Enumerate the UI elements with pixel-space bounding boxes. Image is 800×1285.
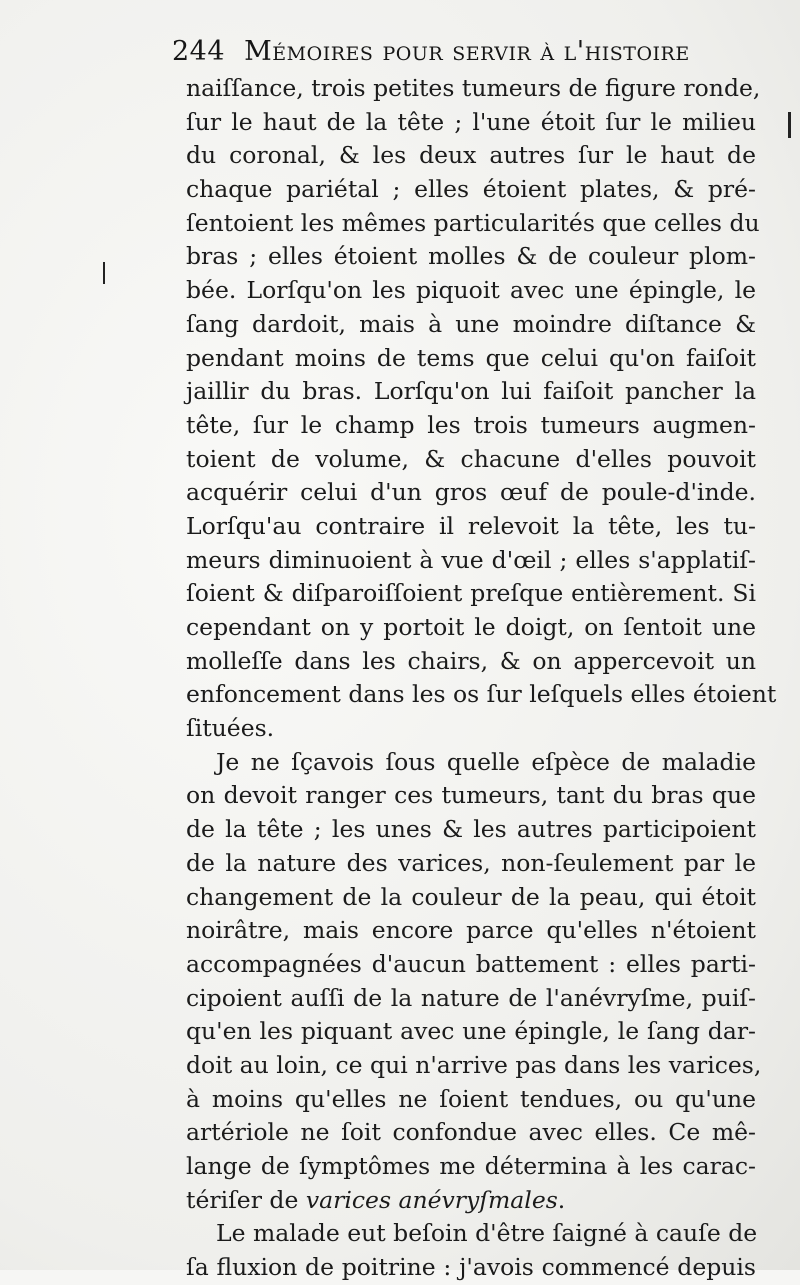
text-line: ſang dardoit, mais à une moindre diſtance & xyxy=(186,309,756,338)
text-line: ſoient & diſparoiſſoient preſque entièrement. Si xyxy=(186,579,756,608)
text-line: enfoncement dans les os ſur leſquels elles étoient xyxy=(186,680,777,709)
text-run: . xyxy=(557,1185,566,1214)
text-line: du coronal, & les deux autres ſur le haut de xyxy=(186,141,756,170)
page-number: 244 xyxy=(172,36,226,67)
running-title: Mémoires pour servir à l'histoire xyxy=(244,36,690,67)
text-line: tête, ſur le champ les trois tumeurs augmen- xyxy=(186,410,756,439)
text-line: changement de la couleur de la peau, qui étoit xyxy=(186,882,756,911)
text-line: on devoit ranger ces tumeurs, tant du bras que xyxy=(186,781,756,810)
text-line: ſituées. xyxy=(186,714,275,743)
text-line: ſentoient les mêmes particularités que celles du xyxy=(186,208,760,237)
margin-mark xyxy=(788,112,791,138)
text-line: doit au loin, ce qui n'arrive pas dans les varices, xyxy=(186,1050,762,1079)
text-line: jaillir du bras. Lorſqu'on lui faiſoit pancher la xyxy=(186,377,756,406)
text-line: bée. Lorſqu'on les piquoit avec une épingle, le xyxy=(186,276,756,305)
text-line: bras ; elles étoient molles & de couleur plom- xyxy=(186,242,756,271)
text-line: naiſſance, trois petites tumeurs de figure ronde, xyxy=(186,74,761,102)
text-line: ſa fluxion de poitrine : j'avois commencé depuis xyxy=(186,1253,756,1282)
text-line: acquérir celui d'un gros œuf de poule-d'inde. xyxy=(186,478,756,507)
text-line: cependant on y portoit le doigt, on ſentoit une xyxy=(186,613,756,641)
paragraph-2 xyxy=(186,746,762,1218)
text-line: à moins qu'elles ne ſoient tendues, ou qu'une xyxy=(186,1084,756,1113)
text-line: Le malade eut beſoin d'être ſaigné à cauſe de xyxy=(216,1219,758,1248)
text-line: Lorſqu'au contraire il relevoit la tête, les tu- xyxy=(186,511,756,540)
text-line: artériole ne ſoit confondue avec elles. Ce mê- xyxy=(186,1118,756,1147)
text-line: de la tête ; les unes & les autres participoient xyxy=(186,815,756,844)
text-line: chaque pariétal ; elles étoient plates, & pré- xyxy=(186,175,756,204)
margin-mark xyxy=(103,262,105,284)
running-head xyxy=(172,36,732,72)
text-line: de la nature des varices, non-ſeulement par le xyxy=(186,848,756,877)
text-line xyxy=(186,1184,756,1218)
text-line: Je ne ſçavois ſous quelle eſpèce de maladie xyxy=(216,747,756,776)
text-line: ſur le haut de la tête ; l'une étoit ſur le milieu xyxy=(186,107,756,136)
text-line: meurs diminuoient à vue d'œil ; elles s'applatiſ- xyxy=(186,545,756,574)
text-line: cipoient auſſi de la nature de l'anévryſme, puiſ- xyxy=(186,983,756,1012)
text-line: noirâtre, mais encore parce qu'elles n'étoient xyxy=(186,916,756,945)
paragraph-1 xyxy=(186,72,777,746)
text-line: lange de ſymptômes me détermina à les carac- xyxy=(186,1152,756,1180)
body-text xyxy=(186,72,777,1285)
text-line: molleſſe dans les chairs, & on appercevoit un xyxy=(186,646,756,675)
text-line: accompagnées d'aucun battement : elles parti- xyxy=(186,949,756,978)
italic-term: varices anévryſmales xyxy=(305,1185,558,1214)
text-line: toient de volume, & chacune d'elles pouvoit xyxy=(186,444,756,473)
text-line: qu'en les piquant avec une épingle, le ſang dar- xyxy=(186,1017,756,1046)
paragraph-3 xyxy=(186,1217,756,1284)
text-run: tériſer de xyxy=(186,1185,306,1214)
text-line: pendant moins de tems que celui qu'on faiſoit xyxy=(186,343,756,372)
